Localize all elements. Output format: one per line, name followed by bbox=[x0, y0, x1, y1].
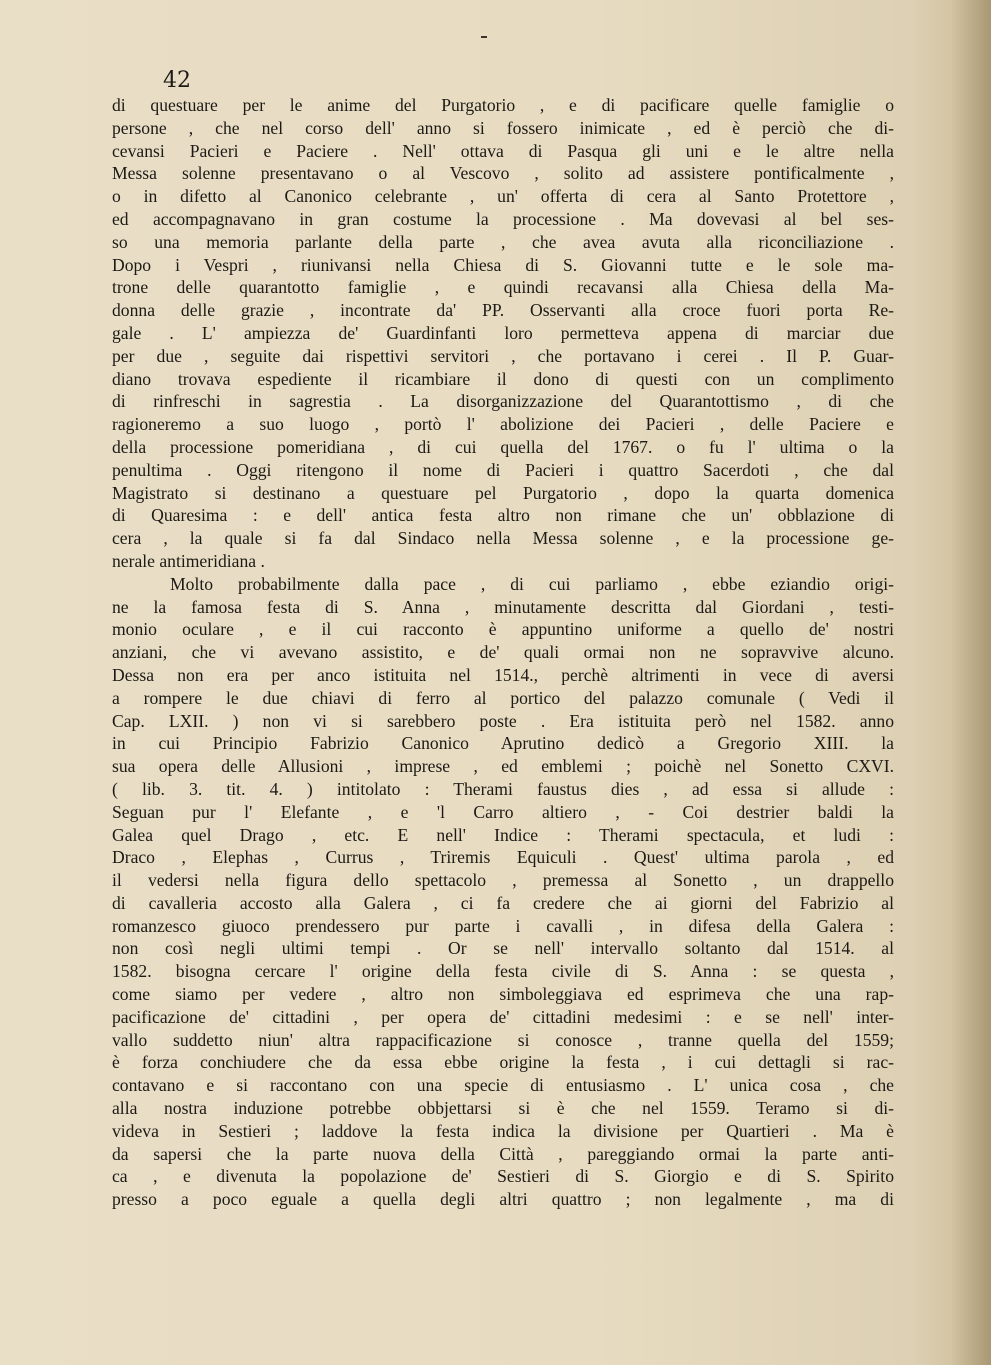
print-mark bbox=[481, 36, 487, 38]
text-line: diano trovava espediente il ricambiare il dono di questi con un complimento bbox=[112, 368, 894, 389]
text-line: in cui Principio Fabrizio Canonico Aprutino dedicò a Gregorio XIII. la bbox=[112, 733, 894, 754]
text-line: di rinfreschi in sagrestia . La disorganizzazione del Quarantottismo , di che bbox=[112, 391, 894, 412]
text-line: gale . L' ampiezza de' Guardinfanti loro permetteva appena di marciar due bbox=[112, 322, 894, 343]
text-line: ed accompagnavano in gran costume la processione . Ma dovevasi al bel ses- bbox=[112, 208, 894, 229]
text-line: Draco , Elephas , Currus , Triremis Equiculi . Quest' ultima parola , ed bbox=[112, 847, 894, 868]
paragraph-end-line: nerale antimeridiana . bbox=[112, 550, 265, 571]
text-line: Messa solenne presentavano o al Vescovo , solito ad assistere pontificalmente , bbox=[112, 163, 894, 184]
text-line: alla nostra induzione potrebbe obbjettarsi si è che nel 1559. Teramo si di- bbox=[112, 1098, 894, 1119]
text-line: penultima . Oggi ritengono il nome di Pacieri i quattro Sacerdoti , che dal bbox=[112, 459, 894, 480]
text-line: Dopo i Vespri , riunivansi nella Chiesa di S. Giovanni tutte e le sole ma- bbox=[112, 254, 894, 275]
body-text bbox=[112, 94, 894, 1234]
text-line: Cap. LXII. ) non vi si sarebbero poste . Era istituita però nel 1582. anno bbox=[112, 710, 894, 731]
text-line: il vedersi nella figura dello spettacolo , premessa al Sonetto , un drappello bbox=[112, 870, 894, 891]
text-line: cevansi Pacieri e Paciere . Nell' ottava di Pasqua gli uni e le altre nella bbox=[112, 140, 894, 161]
text-line: di cavalleria accosto alla Galera , ci fa credere che ai giorni del Fabrizio al bbox=[112, 892, 894, 913]
text-line bbox=[112, 1211, 894, 1234]
text-line: anziani, che vi avevano assistito, e de' quali ormai non ne sopravvive alcuno. bbox=[112, 642, 894, 663]
text-line: donna delle grazie , incontrate da' PP. Osservanti alla croce fuori porta Re- bbox=[112, 300, 894, 321]
text-line: vallo suddetto niun' altra rappacificazione si conosce , tranne quella del 1559; bbox=[112, 1029, 894, 1050]
paragraph-start-line: Molto probabilmente dalla pace , di cui parliamo , ebbe eziandio origi- bbox=[170, 573, 894, 594]
text-line: di Quaresima : e dell' antica festa altro non rimane che un' obblazione di bbox=[112, 505, 894, 526]
text-line: per due , seguite dai rispettivi servitori , che portavano i cerei . Il P. Guar- bbox=[112, 345, 894, 366]
text-line: Seguan pur l' Elefante , e 'l Carro altiero , - Coi destrier baldi la bbox=[112, 801, 894, 822]
text-line: presso a poco eguale a quella degli altri quattro ; non legalmente , ma di bbox=[112, 1189, 894, 1210]
text-line: ( lib. 3. tit. 4. ) intitolato : Therami faustus dies , ad essa si allude : bbox=[112, 778, 894, 799]
text-line: ca , e divenuta la popolazione de' Sestieri di S. Giorgio e di S. Spirito bbox=[112, 1166, 894, 1187]
text-line: di questuare per le anime del Purgatorio , e di pacificare quelle famiglie o bbox=[112, 95, 894, 115]
text-line: monio oculare , e il cui racconto è appuntino uniforme a quello de' nostri bbox=[112, 619, 894, 640]
text-line: o in difetto al Canonico celebrante , un' offerta di cera al Santo Protettore , bbox=[112, 186, 894, 207]
text-line: è forza conchiudere che da essa ebbe origine la festa , i cui dettagli si rac- bbox=[112, 1052, 894, 1073]
text-line: Magistrato si destinano a questuare pel Purgatorio , dopo la quarta domenica bbox=[112, 482, 894, 503]
page-number: 42 bbox=[163, 68, 191, 93]
text-line: ne la famosa festa di S. Anna , minutamente descritta dal Giordani , testi- bbox=[112, 596, 894, 617]
text-line: contavano e si raccontano con una specie di entusiasmo . L' unica cosa , che bbox=[112, 1075, 894, 1096]
text-line: cera , la quale si fa dal Sindaco nella Messa solenne , e la processione ge- bbox=[112, 528, 894, 549]
text-line: a rompere le due chiavi di ferro al portico del palazzo comunale ( Vedi il bbox=[112, 687, 894, 708]
text-line: come siamo per vedere , altro non simboleggiava ed esprimeva che una rap- bbox=[112, 984, 894, 1005]
text-line: sua opera delle Allusioni , imprese , ed emblemi ; poichè nel Sonetto CXVI. bbox=[112, 756, 894, 777]
text-line: 1582. bisogna cercare l' origine della festa civile di S. Anna : se questa , bbox=[112, 961, 894, 982]
text-line: trone delle quarantotto famiglie , e quindi recavansi alla Chiesa della Ma- bbox=[112, 277, 894, 298]
text-line: videva in Sestieri ; laddove la festa indica la divisione per Quartieri . Ma è bbox=[112, 1120, 894, 1141]
page-edge-shadow bbox=[951, 0, 991, 1365]
text-line: romanzesco giuoco prendessero pur parte i cavalli , in difesa della Galera : bbox=[112, 915, 894, 936]
text-line: pacificazione de' cittadini , per opera de' cittadini medesimi : e se nell' inter- bbox=[112, 1006, 894, 1027]
text-line: persone , che nel corso dell' anno si fossero inimicate , ed è perciò che di- bbox=[112, 117, 894, 138]
text-line: Galea quel Drago , etc. E nell' Indice : Therami spectacula, et ludi : bbox=[112, 824, 894, 845]
text-line: della processione pomeridiana , di cui quella del 1767. o fu l' ultima o la bbox=[112, 436, 894, 457]
text-line: Dessa non era per anco istituita nel 1514., perchè altrimenti in vece di aversi bbox=[112, 664, 894, 685]
text-line: so una memoria parlante della parte , che avea avuta alla riconciliazione . bbox=[112, 231, 894, 252]
text-line: ragioneremo a suo luogo , portò l' abolizione dei Pacieri , delle Paciere e bbox=[112, 414, 894, 435]
text-line: non così negli ultimi tempi . Or se nell' intervallo soltanto dal 1514. al bbox=[112, 938, 894, 959]
text-line: da sapersi che la parte nuova della Città , pareggiando ormai la parte anti- bbox=[112, 1143, 894, 1164]
